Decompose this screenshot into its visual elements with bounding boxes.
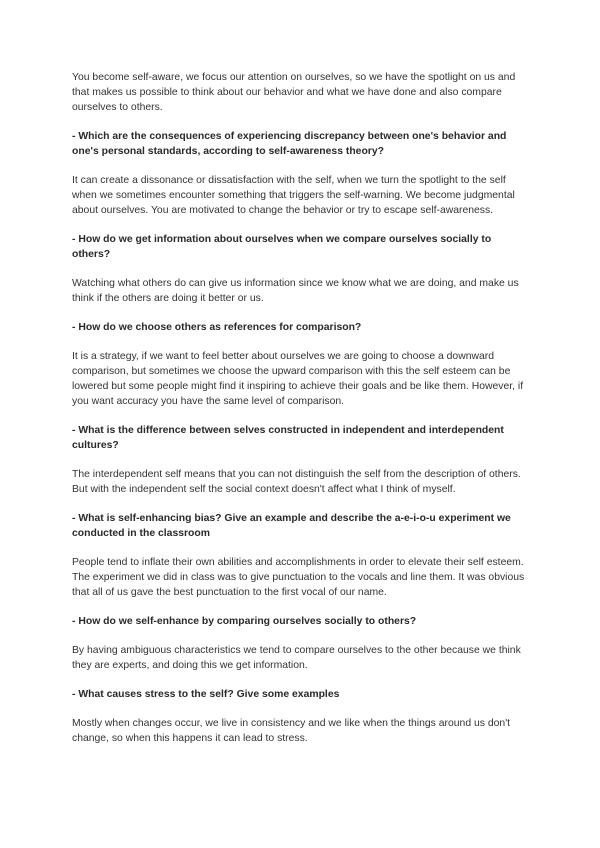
answer-4: The interdependent self means that you can not distinguish the self from the description of others. But with the independent self the social context doesn't affect what I think of myself. bbox=[72, 469, 521, 495]
answer-3: It is a strategy, if we want to feel better about ourselves we are going to choose a downward comparison, but sometimes we choose the upward comparison with this the self esteem can be lowered but some people might find it inspiring to achieve their goals and be like them. However, if you want accuracy you have the same level of comparison. bbox=[72, 351, 524, 407]
answer-5-part-2: The experiment we did in class was to give punctuation to the vocals and line them. It was obvious that all of us gave the best punctuation to the first vocal of our name. bbox=[72, 572, 525, 598]
answer-6: By having ambiguous characteristics we tend to compare ourselves to the other because we think they are experts, and doing this we get information. bbox=[72, 645, 521, 671]
answer-7: Mostly when changes occur, we live in consistency and we like when the things around us don't change, so when this happens it can lead to stress. bbox=[72, 718, 511, 744]
intro-paragraph: You become self-aware, we focus our attention on ourselves, so we have the spotlight on us and that makes us possible to think about our behavior and what we have done and also compare ourselves to others. bbox=[72, 72, 516, 113]
answer-2: Watching what others do can give us information since we know what we are doing, and make us think if the others are doing it better or us. bbox=[72, 278, 519, 304]
question-4: - What is the difference between selves constructed in independent and interdependent cultures? bbox=[72, 425, 504, 451]
question-5: - What is self-enhancing bias? Give an example and describe the a-e-i-o-u experiment we conducted in the classroom bbox=[72, 513, 511, 539]
question-7: - What causes stress to the self? Give some examples bbox=[72, 689, 340, 700]
answer-1: It can create a dissonance or dissatisfaction with the self, when we turn the spotlight to the self when we sometimes encounter something that triggers the self-warning. We become judgmental about ourselves. You are motivated to change the behavior or try to escape self-awareness. bbox=[72, 175, 515, 216]
answer-5-part-1: People tend to inflate their own abilities and accomplishments in order to elevate their self esteem. bbox=[72, 557, 524, 568]
question-1: - Which are the consequences of experiencing discrepancy between one's behavior and one's personal standards, according to self-awareness theory? bbox=[72, 131, 507, 157]
document-body bbox=[72, 70, 530, 760]
question-6: - How do we self-enhance by comparing ourselves socially to others? bbox=[72, 616, 417, 627]
question-2: - How do we get information about ourselves when we compare ourselves socially to others? bbox=[72, 234, 492, 260]
question-3: - How do we choose others as references for comparison? bbox=[72, 322, 362, 333]
